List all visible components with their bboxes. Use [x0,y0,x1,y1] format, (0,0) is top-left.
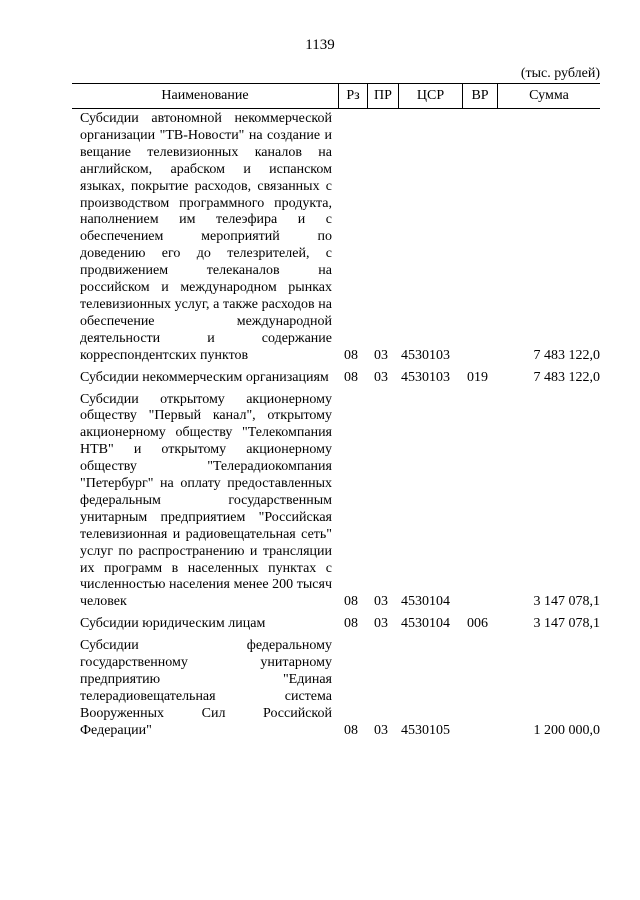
row-sum: 7 483 122,0 [533,347,600,363]
row-pr: 03 [374,369,388,385]
row-sum: 7 483 122,0 [533,369,600,385]
row-rz: 08 [344,594,358,610]
table-header [72,83,600,109]
header-csr: ЦСР [399,84,463,108]
row-name: Субсидии автономной некоммерческой организации "ТВ-Новости" на создание и вещание телевизионных каналов на английском, арабском и испанском языках, покрытие расходов, связанных с производством программного продукта, наполнением им телеэфира и с обеспечением мероприятий по доведению его до телезрителей, с продвижением телеканалов на российском и международном рынках телевизионных услуг, а также расходов на обеспечение международной деятельности и содержание корреспондентских пунктов [80,111,332,363]
row-pr: 03 [374,722,388,738]
row-rz: 08 [344,616,358,632]
row-vr: 006 [467,616,488,632]
row-csr: 4530104 [401,616,450,632]
row-csr: 4530103 [401,369,450,385]
row-name: Субсидии открытому акционерному обществу "Первый канал", открытому акционерному обществу "Телекомпания НТВ" и открытому акционерному обществу "Телерадиокомпания "Петербург" на оплату предоставленных федеральным государственным унитарным предприятием "Российская телевизионная и радиовещательная сеть" услуг по распространению и трансляции их программ в населенных пунктах с численностью населения менее 200 тысяч человек [80,391,332,610]
header-sum: Сумма [529,88,569,103]
row-pr: 03 [374,594,388,610]
row-sum: 3 147 078,1 [533,594,600,610]
table-row [80,370,600,387]
table-row [80,638,600,739]
row-name: Субсидии юридическим лицам [80,616,266,632]
header-pr: ПР [368,84,399,108]
row-csr: 4530105 [401,722,450,738]
row-pr: 03 [374,616,388,632]
header-rz: Рз [339,84,368,108]
header-vr: ВР [463,84,498,108]
row-rz: 08 [344,369,358,385]
row-vr: 019 [467,369,488,385]
row-csr: 4530103 [401,347,450,363]
row-sum: 3 147 078,1 [533,616,600,632]
header-name: Наименование [72,84,339,108]
table-row [80,616,600,633]
table-body [80,111,600,745]
row-rz: 08 [344,347,358,363]
table-row [80,392,600,612]
page-number: 1139 [305,37,335,53]
table-row [80,111,600,365]
row-sum: 1 200 000,0 [533,722,600,738]
row-name: Субсидии федеральному государственному унитарному предприятию "Единая телерадиовещательная система Вооруженных Сил Российской Федерации" [80,638,332,738]
units-label: (тыс. рублей) [520,66,600,81]
row-rz: 08 [344,722,358,738]
row-name: Субсидии некоммерческим организациям [80,369,329,385]
row-csr: 4530104 [401,594,450,610]
row-pr: 03 [374,347,388,363]
